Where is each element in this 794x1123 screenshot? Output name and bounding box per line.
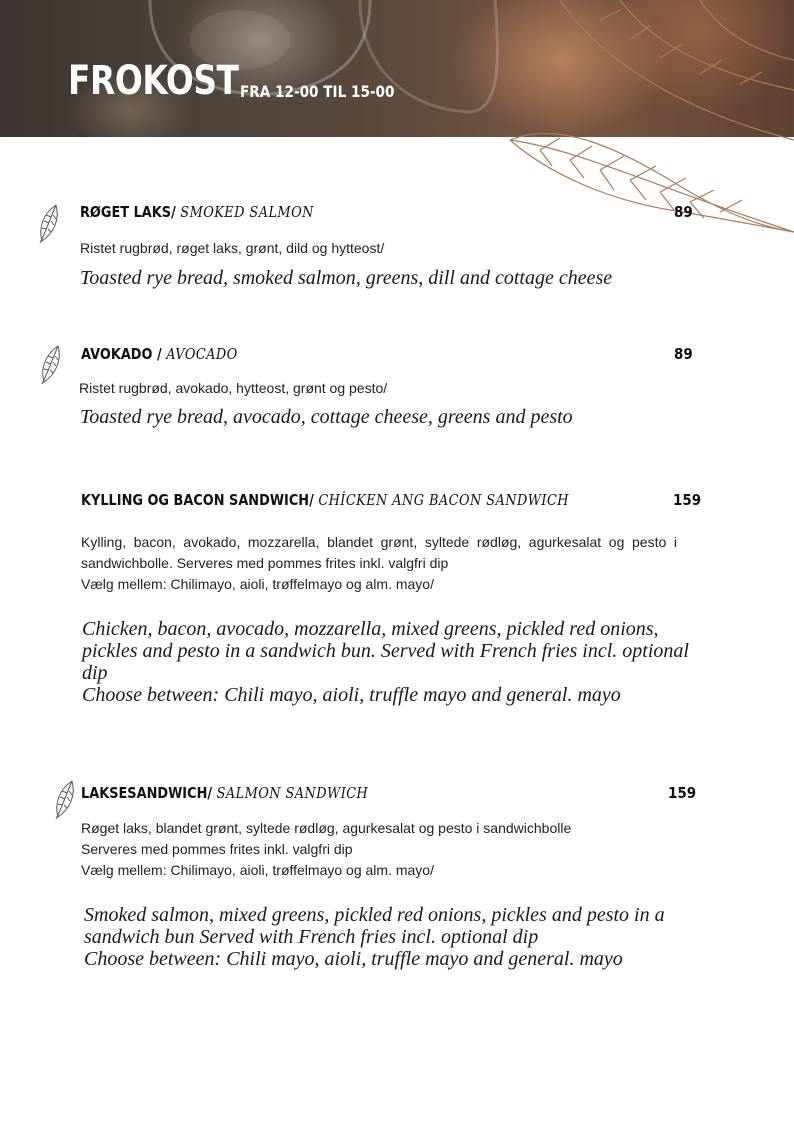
item-description-english [82, 618, 694, 706]
item-price: 159 [668, 784, 697, 802]
item-name-danish: KYLLING OG BACON SANDWICH/ [81, 491, 314, 509]
leaf-icon [36, 344, 66, 386]
item-name-english: SALMON SANDWICH [216, 784, 369, 802]
item-description-danish [80, 238, 680, 259]
serving-hours: FRA 12-00 TIL 15-00 [240, 82, 395, 101]
description-line: Toasted rye bread, smoked salmon, greens, dill and cottage cheese [80, 267, 613, 289]
description-line: Toasted rye bread, avocado, cottage cheese, greens and pesto [80, 406, 573, 428]
description-line: Vælg mellem: Chilimayo, aioli, trøffelmayo og alm. mayo/ [81, 576, 434, 592]
item-description-english [80, 267, 700, 289]
item-name [80, 203, 314, 221]
item-description-danish [81, 532, 677, 595]
item-name-english: CHİCKEN ANG BACON SANDWICH [318, 491, 569, 509]
description-line: Serveres med pommes frites inkl. valgfri dip [81, 841, 353, 857]
item-name-english: SMOKED SALMON [180, 203, 314, 221]
page-title: FROKOST [68, 58, 239, 104]
item-description-danish [81, 818, 681, 881]
item-price: 159 [673, 491, 702, 509]
item-name-danish: RØGET LAKS/ [80, 203, 176, 221]
item-price: 89 [674, 345, 693, 363]
item-name [81, 491, 569, 509]
leaf-icon [50, 779, 80, 821]
description-line: Ristet rugbrød, avokado, hytteost, grønt og pesto/ [79, 380, 388, 396]
description-line: Smoked salmon, mixed greens, pickled red onions, pickles and pesto in a sandwich bun Served with French fries incl. optional dip [84, 904, 665, 948]
item-name-english: AVOCADO [166, 345, 238, 363]
description-line: Røget laks, blandet grønt, syltede rødløg, agurkesalat og pesto i sandwichbolle [81, 820, 572, 836]
description-line: Vælg mellem: Chilimayo, aioli, trøffelmayo og alm. mayo/ [81, 862, 434, 878]
item-name-danish: LAKSESANDWICH/ [81, 784, 213, 802]
description-line: Choose between: Chili mayo, aioli, truffle mayo and general. mayo [84, 948, 623, 970]
description-line: Ristet rugbrød, røget laks, grønt, dild og hytteost/ [80, 240, 385, 256]
item-name-danish: AVOKADO / [81, 345, 162, 363]
leaf-icon [34, 203, 64, 245]
item-name [81, 345, 238, 363]
leaf-outline-decoration [500, 0, 794, 240]
item-name [81, 784, 368, 802]
description-line: Kylling, bacon, avokado, mozzarella, blandet grønt, syltede rødløg, agurkesalat og pesto i sandwichbolle. Serveres med pommes frites inkl. valgfri dip [81, 534, 677, 571]
item-description-english [84, 904, 696, 970]
item-description-danish [79, 378, 679, 399]
item-price: 89 [674, 203, 693, 221]
description-line: Choose between: Chili mayo, aioli, truffle mayo and general. mayo [82, 684, 621, 706]
item-description-english [80, 406, 700, 428]
description-line: Chicken, bacon, avocado, mozzarella, mixed greens, pickled red onions, pickles and pesto in a sandwich bun. Served with French fries incl. optional dip [82, 618, 689, 684]
